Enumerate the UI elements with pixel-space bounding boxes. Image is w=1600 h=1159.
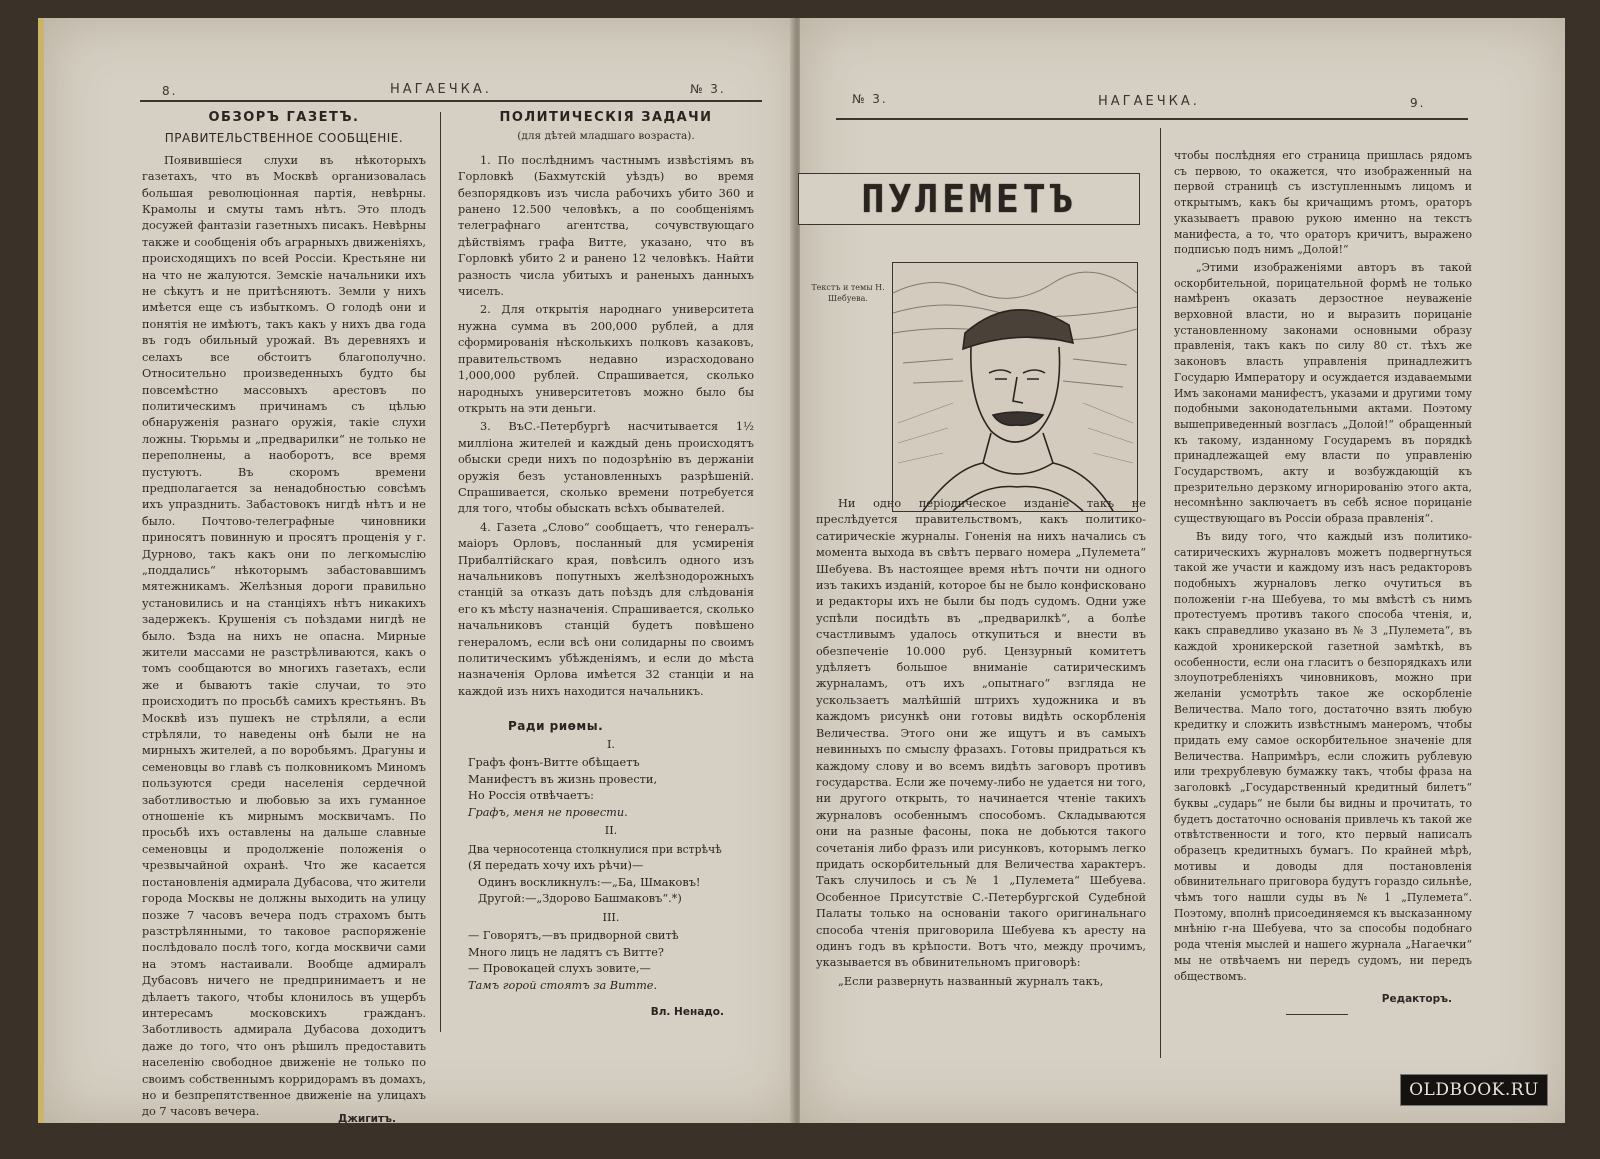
problems-subtitle: (для дѣтей младшаго возраста).: [517, 130, 695, 143]
side-article-paragraph: Въ виду того, что каждый изъ политико-сатирическихъ журналовъ можетъ подвергнуться такой же участи и каждому изъ насъ редакторовъ подобныхъ журналовъ легко очутиться въ положеніи г-на Шебуева, то мы вмѣстѣ съ нимъ протестуемъ противъ такого способа чтенія, и, какъ справедливо указано въ № 3 „Пулемета“, въ каждой хроникерской газетной замѣткѣ, въ особенности, если она гласитъ о безпорядкахъ или злоупотребленіяхъ чиновниковъ, можно при желаніи усмотрѣть такое же оскорбленіе Величества. Мало того, достаточно взять любую кредитку и сложить извѣстнымъ манеромъ, чтобы придать ему самое оскорбительное значеніе для Величества. Напримѣръ, если сложить рублевую или трехрублевую бумажку такъ, чтобы фраза на заголовкѣ „Государственный кредитный билетъ“ буквы „сударь“ не были бы видны и прочитать, то будетъ достаточно основанія привлечь къ такой же отвѣтственности и того, кто первый написалъ образецъ кредитныхъ бумагъ. По крайней мѣрѣ, мотивы и доводы для постановленія обвинительнаго приговора будутъ гораздо сильнѣе, чѣмъ того нашли суды въ № 1 „Пулемета“. Поэтому, вполнѣ присоединяемся къ высказанному мнѣнію г-на Шебуева, что за способы подобнаго рода чтенія мыслей и нашего журнала „Нагаечки“ мы не отвѣчаемъ ни передъ судомъ, ни передъ обществомъ.: [1174, 529, 1472, 983]
poem-line: (Я передать хочу ихъ рѣчи)—: [468, 859, 644, 872]
right-journal-name: НАГАЕЧКА.: [1098, 94, 1200, 109]
poem-part-number: I.: [606, 737, 616, 751]
poem-line: — Провокацей слухъ зовите,—: [468, 962, 651, 975]
left-page-number: 8.: [162, 84, 178, 98]
poem-line: Много лицъ не ладятъ съ Витте?: [468, 945, 664, 959]
review-paragraph: Появившіеся слухи въ нѣкоторыхъ газетахъ, что въ Москвѣ организовалась большая революціонная партія, невѣрны. Крамолы и смуты тамъ нѣтъ. Это плодъ досужей фантазіи газетныхъ писакъ. Невѣрны также и сообщенія объ аграрныхъ движеніяхъ, происходящихъ по всей Россіи. Крестьяне ни на что не жалуются. Земскіе начальники ихъ не сѣкутъ и не притѣсняютъ. Земли у нихъ имѣется еще съ избыткомъ. О голодѣ они и понятія не имѣютъ, такъ какъ у нихъ два года въ годъ обильный урожай. Въ деревняхъ и селахъ все обстоитъ благополучно. Относительно произведенныхъ будто бы повсемѣстно массовыхъ арестовъ по политическимъ причинамъ съ цѣлью обнаруженія разнаго оружія, такіе слухи ложны. Тюрьмы и „предварилки“ не только не переполнены, а наоборотъ, все время пустуютъ. Въ скоромъ времени предполагается за ненадобностью совсѣмъ ихъ упразднить. Забастовокъ нигдѣ нѣтъ и не было. Почтово-телеграфные чиновники приносятъ повинную и просятъ прощенія у г. Дурново, такъ какъ они по легкомыслію „поддались“ нѣкоторымъ забастовавшимъ мятежникамъ. Желѣзныя дороги правильно установились и на станціяхъ нѣтъ никакихъ задержекъ. Крушенія съ поѣздами нигдѣ не было. Ѣзда на нихъ не опасна. Мирные жители массами не разстрѣливаются, какъ о томъ сообщаются во многихъ газетахъ, если же и бываютъ такіе случаи, то это происходитъ по просьбѣ самихъ крестьянъ. Въ Москвѣ изъ пушекъ не стрѣляли, а если стрѣляли, то наведены онѣ были не на мирныхъ жителей, а по воробьямъ. Драгуны и семеновцы во главѣ съ полковникомъ Миномъ пользуются среди населенія сердечной заботливостью и любовью за ихъ гуманное отношеніе къ мирнымъ москвичамъ. По просьбѣ ихъ оставлены на дальше славные семеновцы и продолженіе положенія о чрезвычайной охранѣ. Что же касается постановленія адмирала Дубасова, что жители города Москвы не должны выходить на улицу позже 7 часовъ вечера подъ страхомъ быть разстрѣлянными, то таковое распоряженіе послѣдовало послѣ того, когда москвичи сами на этомъ настаивали. Вообще адмиралъ Дубасовъ ничего не предпринимаетъ и не дѣлаетъ такого, чтобы клонилось въ ущербъ интересамъ московскихъ гражданъ. Заботливость адмирала Дубасова доходитъ даже до того, что онъ рѣшилъ предоставить населенію свободное движеніе не только по своимъ собственнымъ корридорамъ въ домахъ, но и безпрепятственное движеніе на улицахъ до 7 часовъ вечера.: [142, 153, 426, 1119]
poem: [468, 718, 754, 1021]
poem-part-number: II.: [604, 824, 618, 837]
left-header-rule: [140, 100, 762, 102]
main-article-paragraph: „Если развернуть названный журналъ такъ,: [838, 974, 1104, 988]
end-rule: [1286, 1014, 1348, 1015]
poem-part-number: III.: [602, 910, 620, 924]
poem-title: Ради риѳмы.: [508, 719, 604, 733]
problems-column: [458, 110, 754, 702]
right-column-divider: [1160, 128, 1161, 1058]
illustration-credit: Текстъ и темы Н. Шебуева.: [811, 283, 885, 303]
portrait-drawing: [893, 263, 1137, 511]
left-column-divider: [440, 112, 441, 1032]
poem-line: Графъ фонъ-Витте обѣщаетъ: [468, 756, 640, 769]
problems-title: ПОЛИТИЧЕСКІЯ ЗАДАЧИ: [499, 110, 713, 125]
editor-signature: Редакторъ.: [1381, 993, 1452, 1006]
poem-line: — Говорятъ,—въ придворной свитѣ: [468, 929, 679, 942]
poem-line: Графъ, меня не провести.: [468, 805, 628, 819]
left-issue-number: № 3.: [690, 82, 726, 96]
review-title: ОБЗОРЪ ГАЗЕТЪ.: [208, 110, 360, 125]
poem-line: Манифестъ въ жизнь провести,: [468, 772, 658, 786]
poem-line: Одинъ воскликнулъ:—„Ба, Шмаковъ!: [478, 875, 701, 889]
problem-item: 2. Для открытія народнаго университета нужна сумма въ 200,000 рублей, а для сформированія нѣсколькихъ полковъ казаковъ, правительствомъ недавно израсходовано 1,000,000 рублей. Спрашивается, сколько народныхъ университетовъ можно было бы открыть на эти деньги.: [458, 303, 754, 415]
pulemet-masthead: [798, 173, 1140, 225]
poem-line: Но Россія отвѣчаетъ:: [468, 789, 594, 802]
side-article-paragraph: „Этими изображеніями авторъ въ такой оскорбительной, порицательной формѣ не только намѣренъ оказать дерзостное неуваженіе верховной власти, но и выразить порицаніе установленному законами основными образу правленія, такъ какъ по силу 80 ст. тѣхъ же законовъ власть управленія принадлежитъ Государю Императору и осуждается издаваемыми Имъ законами манифестъ, указами и другими тому подобными законодательными актами. Поэтому вышеприведенный возгласъ „Долой!“ обращенный къ такому, изданному Государемъ въ порядкѣ принадлежащей ему власти по управленію Государствомъ, акту и возбуждающій къ презрительно дерзкому игнорированію этого акта, несомнѣнно заключаетъ въ себѣ ясное порицаніе существующаго въ Россіи образа правленія“.: [1174, 260, 1472, 526]
portrait-illustration: [892, 262, 1138, 512]
poem-line: Тамъ горой стоятъ за Витте.: [468, 978, 658, 992]
problem-item: 1. По послѣднимъ частнымъ извѣстіямъ въ Горловкѣ (Бахмутскій уѣздъ) во время безпорядковъ изъ числа рабочихъ убито 360 и ранено 12.500 человѣкъ, а по сообщеніямъ телеграфнаго агентства, сочувствующаго дѣйствіямъ графа Витте, указано, что въ Горловкѣ убито 2 и ранено 12 человѣкъ. Найти разность числа убитыхъ и раненыхъ данныхъ чиселъ.: [458, 153, 754, 299]
right-issue-number: № 3.: [852, 92, 888, 106]
review-subtitle: ПРАВИТЕЛЬСТВЕННОЕ СООБЩЕНІЕ.: [164, 131, 404, 146]
main-article-column: [816, 496, 1146, 992]
poem-line: Другой:—„Здорово Башмаковъ“.*): [478, 892, 682, 905]
poem-signature: Вл. Ненадо.: [650, 1006, 724, 1018]
masthead-text: ПУЛЕМЕТЪ: [861, 177, 1077, 221]
side-article-column: [1174, 148, 1472, 1008]
main-article-paragraph: Ни одно періодическое изданіе такъ не преслѣдуется правительствомъ, какъ политико-сатирическіе журналы. Гоненія на нихъ начались съ момента выхода въ свѣтъ перваго номера „Пулемета“ Шебуева. Въ настоящее время нѣтъ почти ни одного изъ такихъ изданій, которое бы не было конфисковано и редакторы ихъ не были бы подъ судомъ. Одни уже успѣли посидѣть въ „предварилкѣ“, а болѣе счастливымъ удалось откупиться и внести въ обезпеченіе 10.000 руб. Цензурный комитетъ удѣляетъ большое вниманіе сатирическимъ журналамъ, отъ ихъ „опытнаго“ взгляда не ускользаетъ малѣйшій штрихъ художника и въ каждомъ рисункѣ они готовы видѣть оскорбленія Величества. Этого они же ищутъ и въ самыхъ невинныхъ по смыслу фразахъ. Готовы придраться къ каждому слову и во всемъ видѣть заговоръ противъ государства. Если же почему-либо не удается ни того, ни другого открыть, то начинается чтеніе такихъ журналовъ особеннымъ способомъ. Складываются они на разные фасоны, пока не добьются такого сочетанія либо фразъ или рисунковъ, которымъ легко придать оскорбительный для Величества характеръ. Такъ случилось и съ № 1 „Пулемета“ Шебуева. Особенное Присутствіе С.-Петербургской Судебной Палаты только на основаніи такого оригинальнаго способа чтенія приговорила Шебуева къ аресту на одинъ годъ въ крѣпости. Вотъ что, между прочимъ, указывается въ обвинительномъ приговорѣ:: [816, 497, 1146, 970]
right-header-rule: [836, 118, 1468, 120]
oldbook-watermark: OLDBOOK.RU: [1400, 1074, 1548, 1106]
review-signature: Джигитъ.: [338, 1112, 396, 1125]
side-article-paragraph: чтобы послѣдняя его страница пришлась рядомъ съ первою, то окажется, что изображенный на первой страницѣ съ изступленнымъ лицомъ и открытымъ, какъ бы кричащимъ ртомъ, ораторъ указываетъ правою рукою именно на текстъ манифеста, а то, что ораторъ кричитъ, выражено подписью подъ нимъ „Долой!“: [1174, 149, 1472, 257]
left-journal-name: НАГАЕЧКА.: [390, 82, 492, 97]
right-page-number: 9.: [1410, 96, 1426, 110]
review-column: [142, 110, 426, 1127]
problem-item: 3. ВъС.-Петербургѣ насчитывается 1½ милліона жителей и каждый день происходятъ обыски среди нихъ по подозрѣнію въ держаніи оружія безъ установленныхъ разрѣшеній. Спрашивается, сколько времени потребуется для того, чтобы обыскать всѣхъ обывателей.: [458, 420, 754, 516]
poem-line: Два черносотенца столкнулися при встрѣчѣ: [468, 842, 722, 856]
problem-item: 4. Газета „Слово“ сообщаетъ, что генералъ-маіоръ Орловъ, посланный для усмиренія Прибалтійскаго края, повѣсилъ одного изъ начальниковъ попутныхъ желѣзнодорожныхъ станцій за отказъ дать поѣздъ для слѣдованія его къ мѣсту назначенія. Спрашивается, сколько начальниковъ станцій будетъ повѣшено генераломъ, если всѣ они солидарны по своимъ политическимъ убѣжденіямъ, и если до мѣста назначенія Орлова имѣется 32 станціи и на каждой изъ нихъ находится начальникъ.: [458, 520, 754, 698]
